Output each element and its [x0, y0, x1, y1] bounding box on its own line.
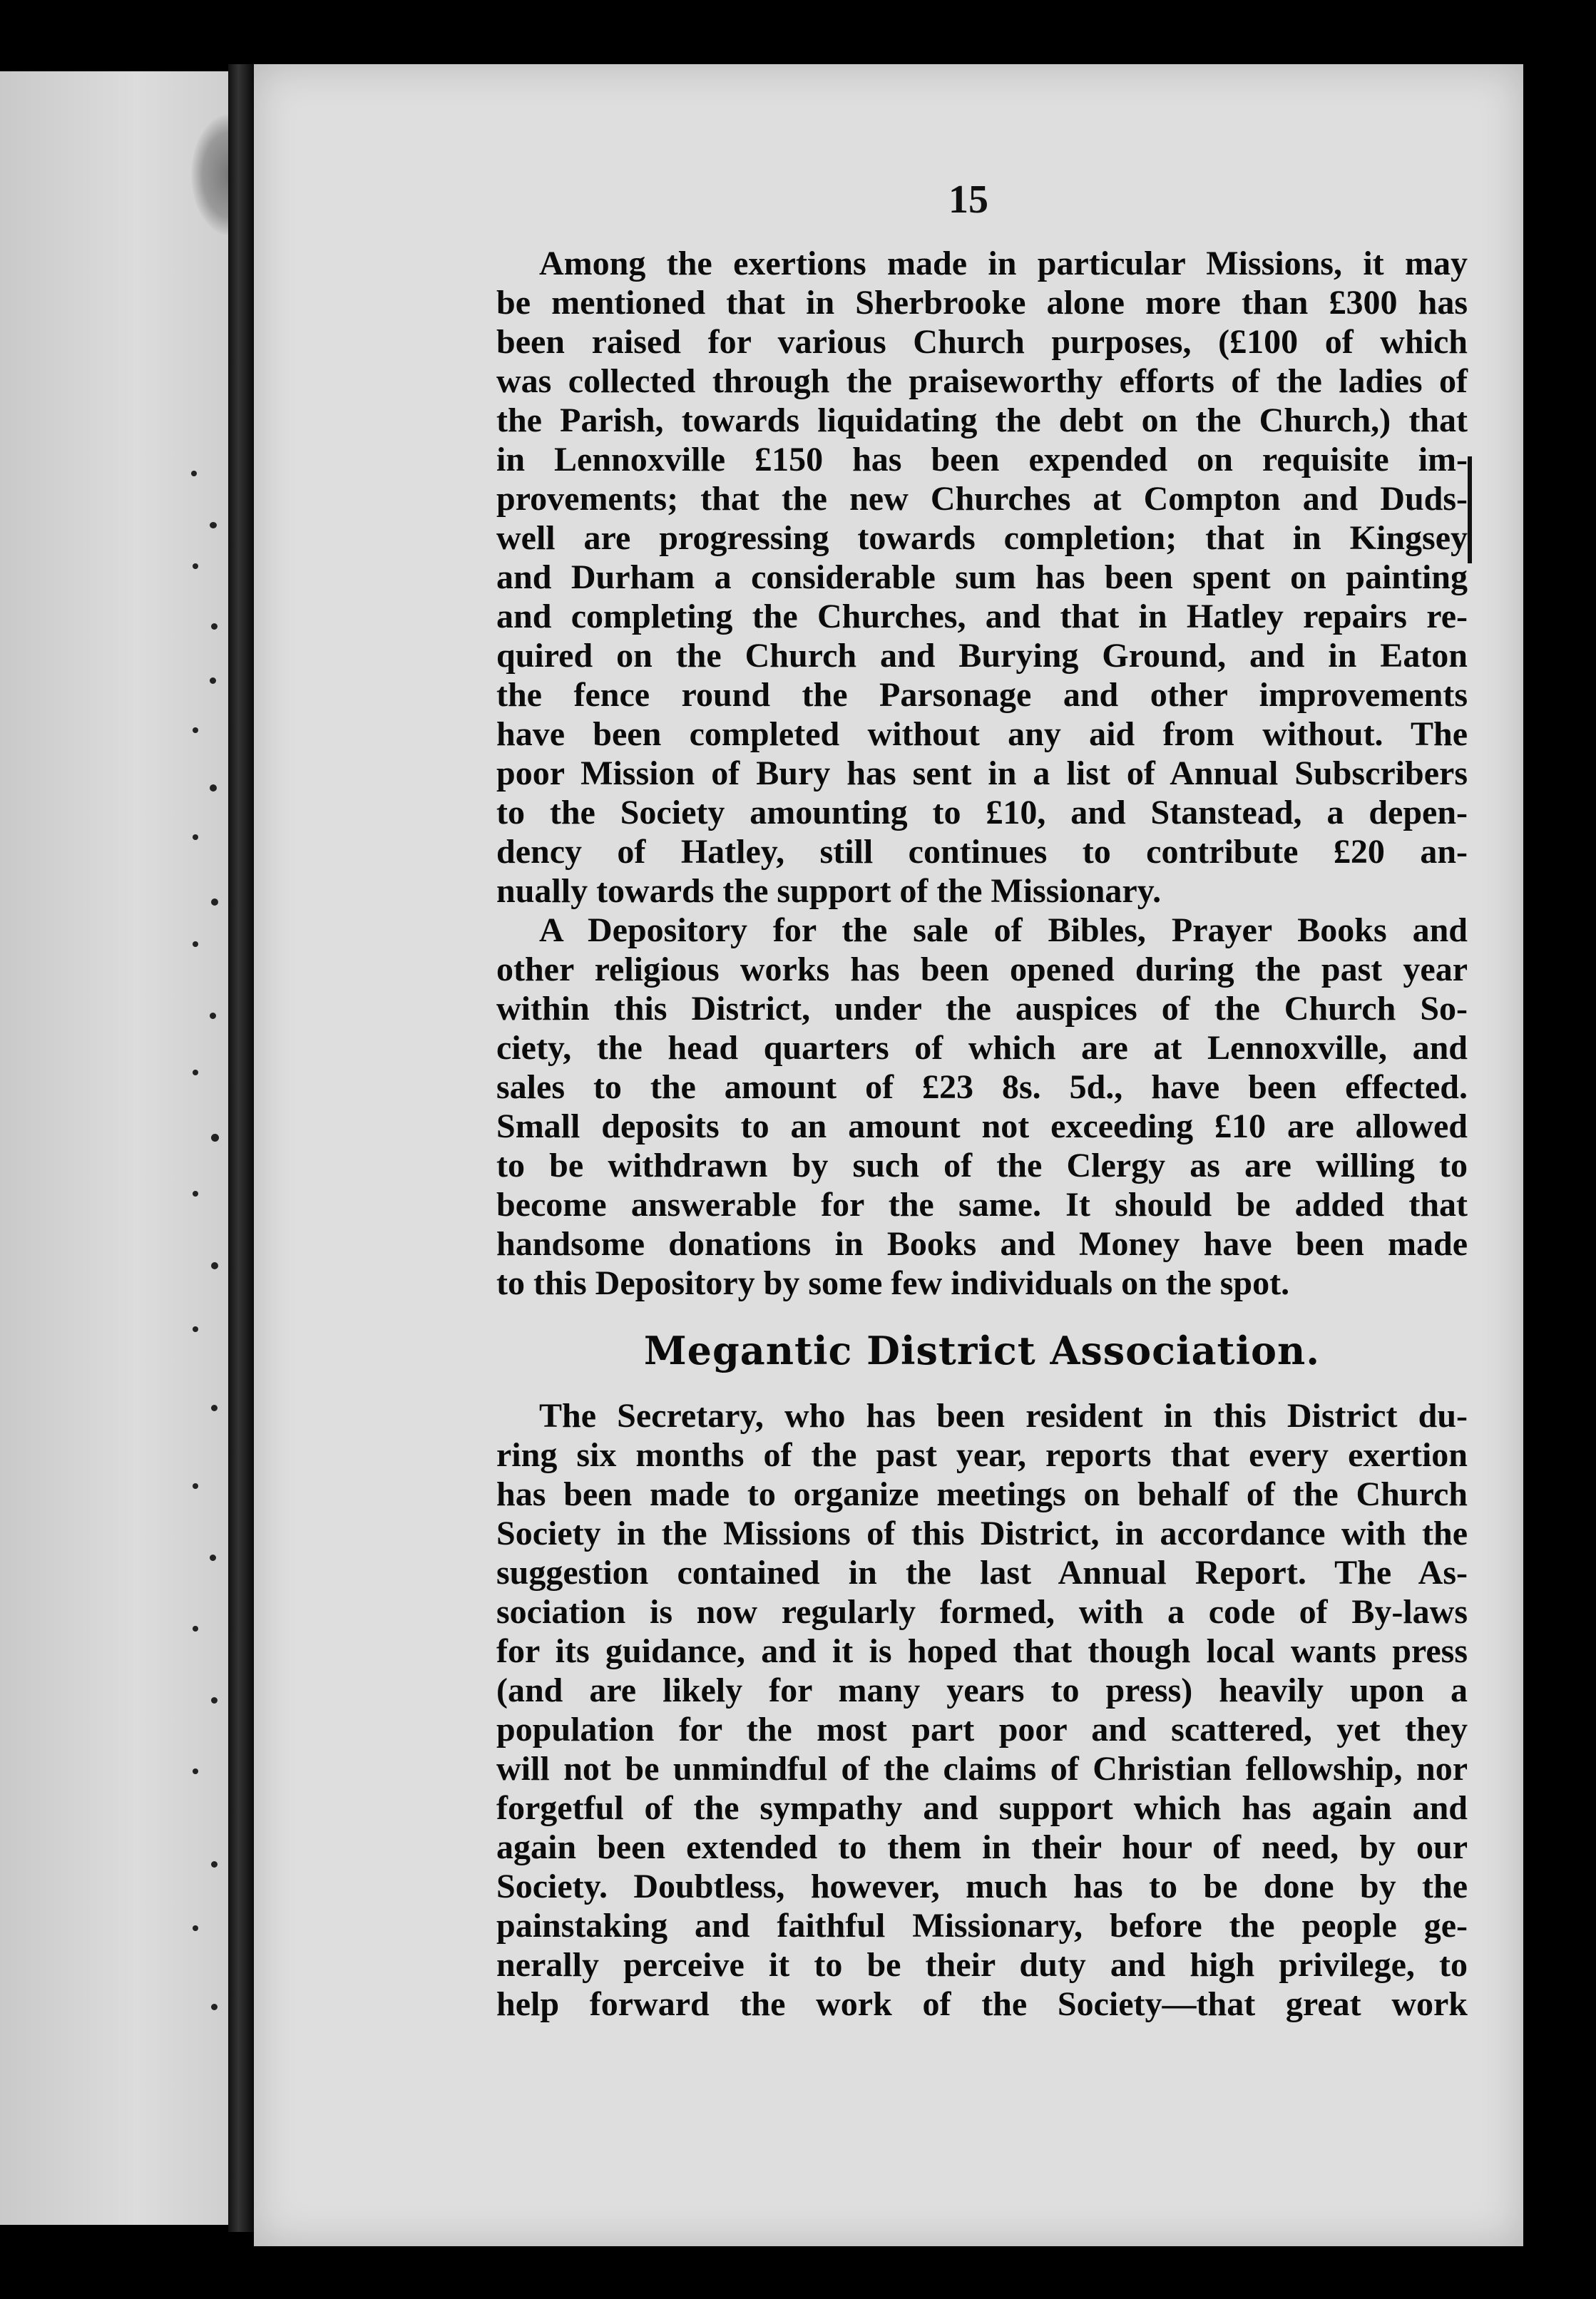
text-line: poor Mission of Bury has sent in a list of Annual Subscribers [496, 754, 1468, 792]
text-line: has been made to organize meetings on behalf of the Church [496, 1475, 1468, 1513]
text-line: ciety, the head quarters of which are at Lennoxville, and [496, 1029, 1468, 1067]
text-line: The Secretary, who has been resident in this District du- [539, 1397, 1468, 1435]
text-line: help forward the work of the Society—that great work [496, 1985, 1468, 2023]
text-line: other religious works has been opened during the past year [496, 951, 1468, 988]
text-line: (and are likely for many years to press) heavily upon a [496, 1671, 1468, 1709]
text-line: painstaking and faithful Missionary, before the people ge- [496, 1907, 1468, 1945]
text-line: Society in the Missions of this District, in accordance with the [496, 1515, 1468, 1552]
text-line: was collected through the praiseworthy efforts of the ladies of [496, 362, 1468, 400]
text-line: in Lennoxville £150 has been expended on requisite im- [496, 441, 1468, 478]
text-line: A Depository for the sale of Bibles, Prayer Books and [539, 911, 1468, 949]
text-line: forgetful of the sympathy and support which has again and [496, 1789, 1468, 1827]
page-number: 15 [948, 178, 988, 222]
text-line: nually towards the support of the Missionary. [496, 872, 1162, 910]
text-line: sociation is now regularly formed, with a code of By-laws [496, 1593, 1468, 1631]
text-line: become answerable for the same. It should be added that [496, 1186, 1468, 1224]
paragraph-3 [496, 1396, 1468, 2024]
text-line: sales to the amount of £23 8s. 5d., have been effected. [496, 1068, 1468, 1106]
text-line: to the Society amounting to £10, and Stanstead, a depen- [496, 794, 1468, 831]
text-line: to this Depository by some few individuals on the spot. [496, 1264, 1290, 1302]
text-line: population for the most part poor and scattered, yet they [496, 1711, 1468, 1748]
section-heading: Megantic District Association. [643, 1328, 1321, 1373]
text-line: within this District, under the auspices of the Church So- [496, 990, 1468, 1028]
text-line: Among the exertions made in particular Missions, it may [539, 245, 1468, 282]
text-line: provements; that the new Churches at Compton and Duds- [496, 480, 1468, 518]
text-line: Small deposits to an amount not exceeding £10 are allowed [496, 1107, 1468, 1145]
text-line: been raised for various Church purposes, (£100 of which [496, 323, 1468, 361]
text-line: the Parish, towards liquidating the debt on the Church,) that [496, 401, 1468, 439]
text-line: and Durham a considerable sum has been spent on painting [496, 558, 1468, 596]
text-line: again been extended to them in their hour of need, by our [496, 1828, 1468, 1866]
paragraph-2 [496, 911, 1468, 1303]
text-line: will not be unmindful of the claims of Christian fellowship, nor [496, 1750, 1468, 1788]
text-line: nerally perceive it to be their duty and high privilege, to [496, 1946, 1468, 1984]
text-line: have been completed without any aid from without. The [496, 715, 1468, 753]
text-line: ring six months of the past year, reports that every exertion [496, 1436, 1468, 1474]
margin-bracket-mark [1468, 456, 1472, 563]
text-line: dency of Hatley, still continues to contribute £20 an- [496, 833, 1468, 871]
text-line: handsome donations in Books and Money have been made [496, 1225, 1468, 1263]
text-line: suggestion contained in the last Annual Report. The As- [496, 1554, 1468, 1592]
text-line: for its guidance, and it is hoped that though local wants press [496, 1632, 1468, 1670]
text-column [496, 244, 1468, 2024]
left-margin-marks [164, 471, 307, 2039]
text-line: Society. Doubtless, however, much has to be done by the [496, 1868, 1468, 1905]
text-line: be mentioned that in Sherbrooke alone more than £300 has [496, 284, 1468, 322]
paragraph-1 [496, 244, 1468, 911]
text-line: to be withdrawn by such of the Clergy as are willing to [496, 1147, 1468, 1184]
text-line: the fence round the Parsonage and other improvements [496, 676, 1468, 714]
text-line: well are progressing towards completion; that in Kingsey [496, 519, 1468, 557]
text-line: quired on the Church and Burying Ground, and in Eaton [496, 637, 1468, 675]
text-line: and completing the Churches, and that in Hatley repairs re- [496, 598, 1468, 635]
